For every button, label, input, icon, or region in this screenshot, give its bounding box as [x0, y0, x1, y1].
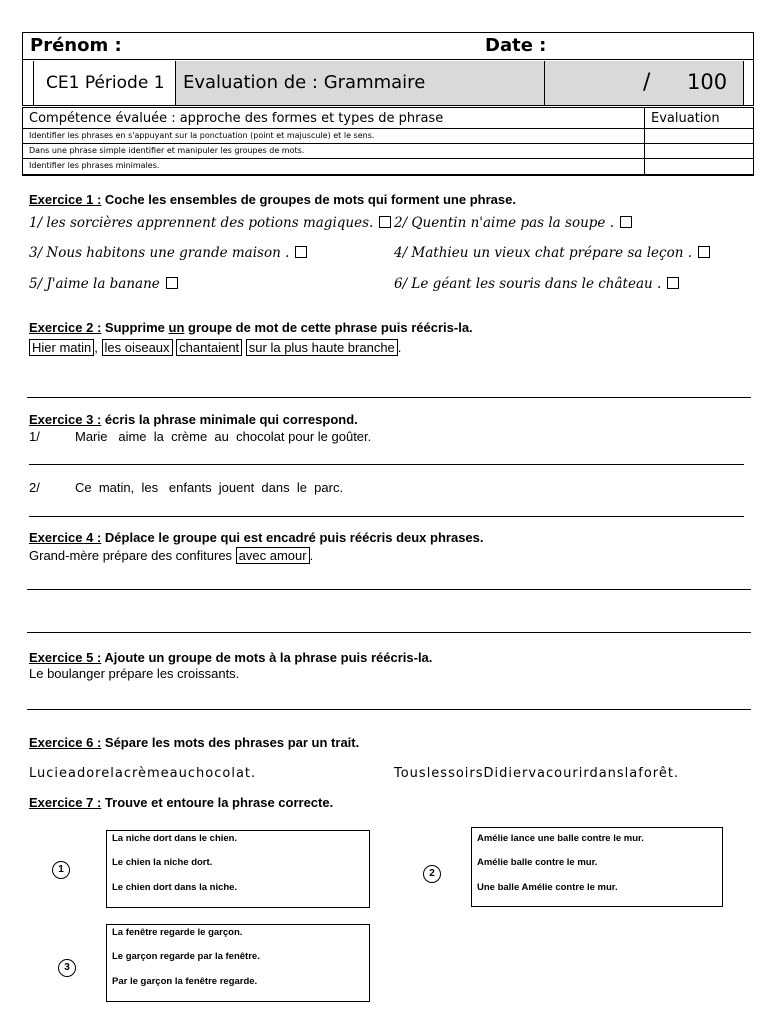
ex4-title	[29, 530, 484, 545]
ex1-item-text: 6/ Le géant les souris dans le château .	[394, 276, 662, 292]
ex1-item-6	[394, 276, 679, 292]
choice-sentence[interactable]: La fenêtre regarde le garçon.	[112, 927, 243, 938]
checkbox[interactable]	[620, 216, 632, 228]
ex6-instruction: Sépare les mots des phrases par un trait.	[104, 735, 360, 750]
evaluation-column-divider	[644, 108, 645, 175]
ex3-instruction: écris la phrase minimale qui correspond.	[104, 412, 358, 427]
ex6-label: Exercice 6 :	[29, 735, 102, 750]
ex5-sentence: Le boulanger prépare les croissants.	[29, 666, 240, 681]
choice-sentence[interactable]: Amélie balle contre le mur.	[477, 857, 598, 868]
date-label: Date :	[485, 35, 547, 56]
competence-table	[22, 107, 754, 176]
ex1-item-1	[29, 215, 391, 231]
checkbox[interactable]	[295, 246, 307, 258]
evaluation-heading: Evaluation	[651, 111, 720, 126]
competence-item: Identifier les phrases minimales.	[29, 161, 160, 170]
ex4-instruction: Déplace le groupe qui est encadré puis réécris deux phrases.	[104, 530, 484, 545]
page-title: Evaluation de : Grammaire	[183, 72, 426, 93]
boxed-group: avec amour	[236, 547, 310, 564]
word-group[interactable]: Hier matin	[29, 339, 94, 356]
ex7-title	[29, 795, 333, 810]
answer-line	[27, 709, 751, 710]
answer-line	[29, 516, 744, 517]
ex7-label: Exercice 7 :	[29, 795, 102, 810]
choice-sentence[interactable]: Amélie lance une balle contre le mur.	[477, 833, 644, 844]
name-date-row	[22, 32, 754, 60]
choice-sentence[interactable]: Une balle Amélie contre le mur.	[477, 882, 618, 893]
ex1-item-text: 5/ J'aime la banane	[29, 276, 160, 292]
ex6-sentence-1: Lucieadorelacrèmeauchocolat.	[29, 766, 257, 781]
ex6-title	[29, 735, 359, 750]
competence-item: Dans une phrase simple identifier et manipuler les groupes de mots.	[29, 146, 305, 155]
word-group[interactable]: chantaient	[176, 339, 242, 356]
checkbox[interactable]	[166, 277, 178, 289]
ex2-instruction-post: groupe de mot de cette phrase puis réécris-la.	[188, 320, 473, 335]
ex3-number-1: 1/	[29, 429, 40, 444]
ex1-item-text: 2/ Quentin n'aime pas la soupe .	[394, 215, 614, 231]
ex4-sentence	[29, 548, 313, 563]
ex2-label: Exercice 2 :	[29, 320, 102, 335]
ex2-period: .	[397, 340, 402, 355]
ex2-sentence	[29, 340, 401, 355]
ex5-label: Exercice 5 :	[29, 650, 102, 665]
choice-sentence[interactable]: Le garçon regarde par la fenêtre.	[112, 951, 260, 962]
ex2-title	[29, 320, 473, 335]
ex4-label: Exercice 4 :	[29, 530, 102, 545]
answer-line	[27, 589, 751, 590]
sentence-box	[106, 830, 370, 908]
ex3-title	[29, 412, 358, 427]
choice-sentence[interactable]: Le chien dort dans la niche.	[112, 882, 238, 893]
ex2-instruction-pre: Supprime	[104, 320, 165, 335]
prenom-label: Prénom :	[30, 35, 122, 56]
level-label: CE1 Période 1	[46, 73, 165, 93]
ex5-title	[29, 650, 432, 665]
score-slash: /	[643, 70, 651, 95]
choice-sentence[interactable]: Le chien la niche dort.	[112, 857, 213, 868]
ex1-item-2	[394, 215, 632, 231]
ex1-item-text: 3/ Nous habitons une grande maison .	[29, 245, 290, 261]
sentence-box	[471, 827, 723, 907]
word-group[interactable]: les oiseaux	[102, 339, 173, 356]
ex3-number-2: 2/	[29, 480, 40, 495]
checkbox[interactable]	[379, 216, 391, 228]
ex1-item-text: 4/ Mathieu un vieux chat prépare sa leçon .	[394, 245, 692, 261]
ex1-instruction: Coche les ensembles de groupes de mots qui forment une phrase.	[104, 192, 516, 207]
sentence-box	[106, 924, 370, 1002]
ex4-period: .	[309, 548, 314, 563]
ex2-instruction-un: un	[168, 320, 185, 335]
ex7-instruction: Trouve et entoure la phrase correcte.	[104, 795, 334, 810]
number-circle: 1	[52, 861, 70, 879]
ex1-item-5	[29, 276, 178, 292]
ex1-item-4	[394, 245, 710, 261]
number-circle: 2	[423, 865, 441, 883]
ex3-label: Exercice 3 :	[29, 412, 102, 427]
ex1-label: Exercice 1 :	[29, 192, 102, 207]
checkbox[interactable]	[698, 246, 710, 258]
answer-line	[29, 464, 744, 465]
ex1-item-text: 1/ les sorcières apprennent des potions magiques.	[29, 215, 374, 231]
number-circle: 3	[58, 959, 76, 977]
ex4-sentence-text: Grand-mère prépare des confitures	[29, 548, 233, 563]
ex2-comma: ,	[94, 340, 98, 355]
choice-sentence[interactable]: Par le garçon la fenêtre regarde.	[112, 976, 258, 987]
answer-line	[27, 397, 751, 398]
competence-heading: Compétence évaluée : approche des formes et types de phrase	[29, 111, 444, 126]
checkbox[interactable]	[667, 277, 679, 289]
ex6-sentence-2: TouslessoirsDidiervacourirdanslaforêt.	[394, 766, 680, 781]
ex1-title	[29, 192, 516, 207]
competence-item: Identifier les phrases en s'appuyant sur la ponctuation (point et majuscule) et le sens.	[29, 131, 375, 140]
word-group[interactable]: sur la plus haute branche	[246, 339, 398, 356]
choice-sentence[interactable]: La niche dort dans le chien.	[112, 833, 238, 844]
ex3-sentence-1: Marie aime la crème au chocolat pour le goûter.	[75, 429, 372, 444]
ex3-sentence-2: Ce matin, les enfants jouent dans le parc.	[75, 480, 344, 495]
answer-line	[27, 632, 751, 633]
score-total: 100	[687, 70, 728, 94]
ex5-instruction: Ajoute un groupe de mots à la phrase puis réécris-la.	[104, 650, 433, 665]
ex1-item-3	[29, 245, 307, 261]
